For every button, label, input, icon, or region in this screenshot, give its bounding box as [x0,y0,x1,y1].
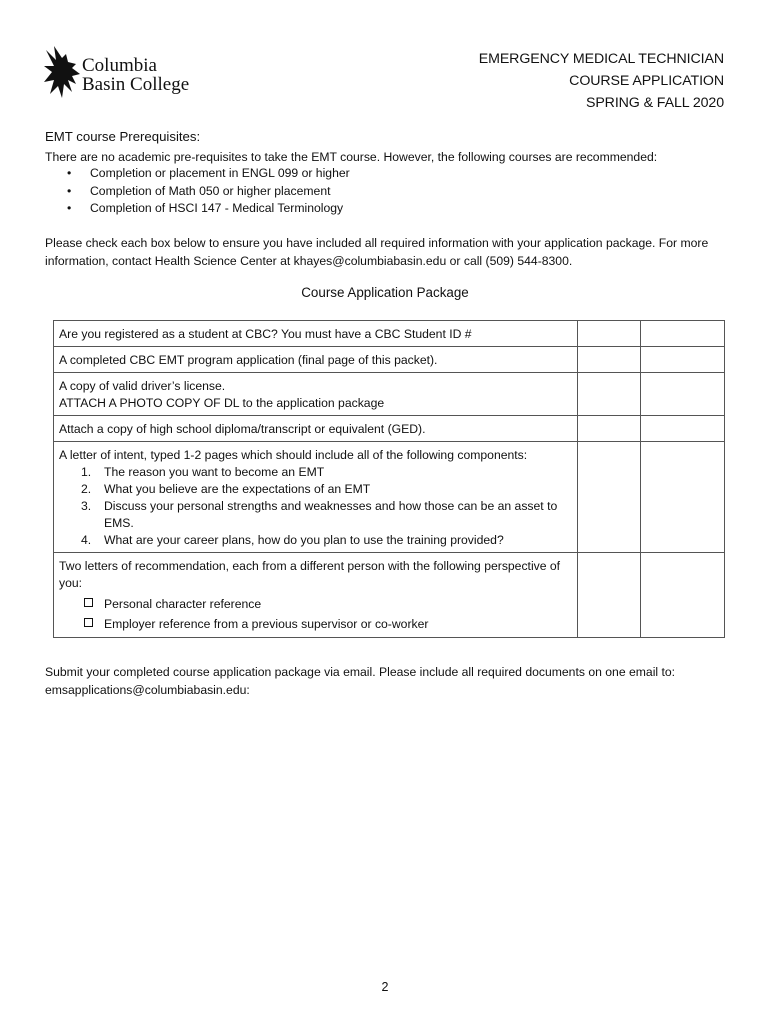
checkbox-cell[interactable] [578,321,641,347]
application-package-table [53,320,725,638]
page-number: 2 [381,980,389,994]
table-row [54,347,725,373]
bullet-icon: • [67,201,72,215]
checkbox-icon[interactable] [84,598,93,607]
prerequisite-item: • Completion or placement in ENGL 099 or higher [45,165,727,183]
requirement-cell: A letter of intent, typed 1-2 pages which should include all of the following components: 1. The reason you want to become an EMT 2. What you believe are the expectations of an EMT 3. Discuss your personal strengths and weaknesses and how those can be an asset to EMS. 4. What are your career plans, how do you plan to use the training provided? [54,442,578,553]
checkbox-cell[interactable] [641,442,725,553]
requirement-cell: Are you registered as a student at CBC? You must have a CBC Student ID # [54,321,578,347]
list-item: 2. What you believe are the expectations of an EMT [81,482,371,496]
college-logo [42,44,212,100]
requirement-cell: A completed CBC EMT program application (final page of this packet). [54,347,578,373]
header-line-program: EMERGENCY MEDICAL TECHNICIAN [478,51,724,67]
requirement-cell: Attach a copy of high school diploma/transcript or equivalent (GED). [54,416,578,442]
requirement-cell: A copy of valid driver’s license. ATTACH A PHOTO COPY OF DL to the application package [54,373,578,416]
table-row [54,373,725,416]
bullet-icon: • [67,166,72,180]
header-line-term: SPRING & FALL 2020 [585,95,724,111]
list-item: Employer reference from a previous supervisor or co-worker [59,614,572,634]
prerequisites-title: EMT course Prerequisites: [45,129,201,144]
hawk-icon [42,44,82,100]
package-title: Course Application Package [301,285,469,300]
list-item: 1. The reason you want to become an EMT [81,465,325,479]
checkbox-icon[interactable] [84,618,93,627]
checkbox-cell[interactable] [641,321,725,347]
prerequisites-intro: There are no academic pre-requisites to take the EMT course. However, the following courses are recommended: [45,150,658,164]
prerequisite-item: • Completion of HSCI 147 - Medical Terminology [45,200,727,218]
list-item: 3. Discuss your personal strengths and weaknesses and how those can be an asset to EMS. [81,499,558,530]
list-item: 4. What are your career plans, how do you plan to use the training provided? [81,533,504,547]
checklist-instructions: Please check each box below to ensure you have included all required information with your application package. For more information, contact Health Science Center at khayes@columbiabasin.edu or call (509) 544-8300. [45,236,709,268]
checkbox-cell[interactable] [578,553,641,638]
checkbox-cell[interactable] [578,442,641,553]
submission-instructions: Submit your completed course application package via email. Please include all required documents on one email to: emsapplications@columbiabasin.edu: [45,665,676,697]
checkbox-cell[interactable] [578,373,641,416]
prerequisites-list [45,165,727,218]
header-line-form: COURSE APPLICATION [569,73,724,89]
requirement-cell: Two letters of recommendation, each from a different person with the following perspective of you: Personal character reference Employer reference from a previous supervisor or co-worker [54,553,578,638]
recommendation-types-list [59,594,572,634]
checkbox-cell[interactable] [641,416,725,442]
logo-text-columbia: Columbia [82,55,157,76]
checkbox-cell[interactable] [641,553,725,638]
document-header [479,48,724,114]
table-row [54,321,725,347]
checkbox-cell[interactable] [578,347,641,373]
logo-text-basin-college: Basin College [82,74,190,95]
checkbox-cell[interactable] [578,416,641,442]
checkbox-cell[interactable] [641,347,725,373]
list-item: Personal character reference [59,594,572,614]
table-row [54,553,725,638]
letter-components-list [59,464,572,549]
table-row [54,416,725,442]
prerequisite-item: • Completion of Math 050 or higher placement [45,183,727,201]
table-row [54,442,725,553]
bullet-icon: • [67,183,72,198]
checkbox-cell[interactable] [641,373,725,416]
